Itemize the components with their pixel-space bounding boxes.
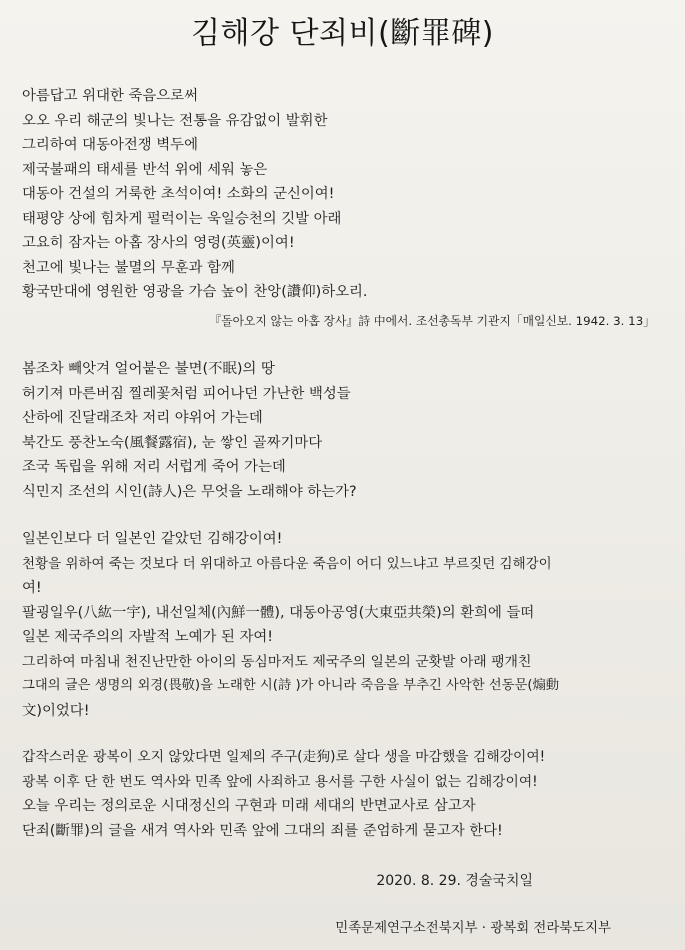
stanza1-line-3: 그리하여 대동아전쟁 벽두에	[22, 137, 198, 153]
stanza1-line-8: 천고에 빛나는 불멸의 무훈과 함께	[22, 260, 235, 276]
stanza3-line-3: 여!	[22, 580, 42, 596]
document-date: 2020. 8. 29. 경술국치일	[376, 873, 533, 889]
stanza3-line-4: 팔굉일우(八紘一宇), 내선일체(內鮮一體), 대동아공영(大東亞共榮)의 환희에 들떠	[22, 605, 535, 621]
stanza3-line-7: 그대의 글은 생명의 외경(畏敬)을 노래한 시(詩 )가 아니라 죽음을 부추긴 사악한 선동문(煽動	[22, 678, 560, 693]
stanza2-line-2: 허기져 마른버짐 찔레꽃처럼 피어나던 가난한 백성들	[22, 386, 351, 402]
stanza1-line-2: 오오 우리 해군의 빛나는 전통을 유감없이 발휘한	[22, 113, 328, 129]
stanza4-line-3: 오늘 우리는 정의로운 시대정신의 구현과 미래 세대의 반면교사로 삼고자	[22, 798, 476, 814]
organizations: 민족문제연구소전북지부 · 광복회 전라북도지부	[335, 921, 611, 936]
stanza2-line-6: 식민지 조선의 시인(詩人)은 무엇을 노래해야 하는가?	[22, 484, 357, 500]
stanza3-line-1: 일본인보다 더 일본인 같았던 김해강이여!	[22, 531, 283, 547]
stanza3-line-2: 천황을 위하여 죽는 것보다 더 위대하고 아름다운 죽음이 어디 있느냐고 부르짖던 김해강이	[22, 556, 552, 572]
stanza1-line-6: 태평양 상에 힘차게 펄럭이는 욱일승천의 깃발 아래	[22, 211, 342, 227]
stanza2-line-3: 산하에 진달래조차 저리 야위어 가는데	[22, 410, 263, 426]
stanza1-line-4: 제국불패의 태세를 반석 위에 세워 놓은	[22, 162, 268, 178]
stanza3-line-6: 그리하여 마침내 천진난만한 아이의 동심마저도 제국주의 일본의 군홧발 아래 팽개친	[22, 654, 532, 670]
source-note: 『돌아오지 않는 아홉 장사』詩 中에서. 조선총독부 기관지「매일신보. 1942. 3. 13」	[209, 314, 655, 328]
stanza1-line-7: 고요히 잠자는 아홉 장사의 영령(英靈)이여!	[22, 235, 295, 251]
stanza1-line-5: 대동아 건설의 거룩한 초석이여! 소화의 군신이여!	[22, 186, 335, 202]
stanza3-line-5: 일본 제국주의의 자발적 노예가 된 자여!	[22, 629, 274, 645]
document-title: 김해강 단죄비(斷罪碑)	[191, 16, 494, 51]
stanza4-line-1: 갑작스러운 광복이 오지 않았다면 일제의 주구(走狗)로 살다 생을 마감했을 김해강이여!	[22, 749, 546, 765]
stanza1-line-9: 황국만대에 영원한 영광을 가슴 높이 찬앙(讚仰)하오리.	[22, 284, 368, 300]
stanza1-line-1: 아름답고 위대한 죽음으로써	[22, 88, 198, 104]
stanza2-line-1: 봄조차 빼앗겨 얼어붙은 불면(不眠)의 땅	[22, 361, 275, 377]
stanza4-line-2: 광복 이후 단 한 번도 역사와 민족 앞에 사죄하고 용서를 구한 사실이 없는 김해강이여!	[22, 774, 538, 790]
stanza2-line-4: 북간도 풍찬노숙(風餐露宿), 눈 쌓인 골짜기마다	[22, 435, 323, 451]
stanza4-line-4: 단죄(斷罪)의 글을 새겨 역사와 민족 앞에 그대의 죄를 준엄하게 묻고자 한다!	[22, 823, 503, 839]
stanza2-line-5: 조국 독립을 위해 저리 서럽게 죽어 가는데	[22, 459, 286, 475]
stanza3-line-8: 文)이었다!	[22, 703, 90, 719]
